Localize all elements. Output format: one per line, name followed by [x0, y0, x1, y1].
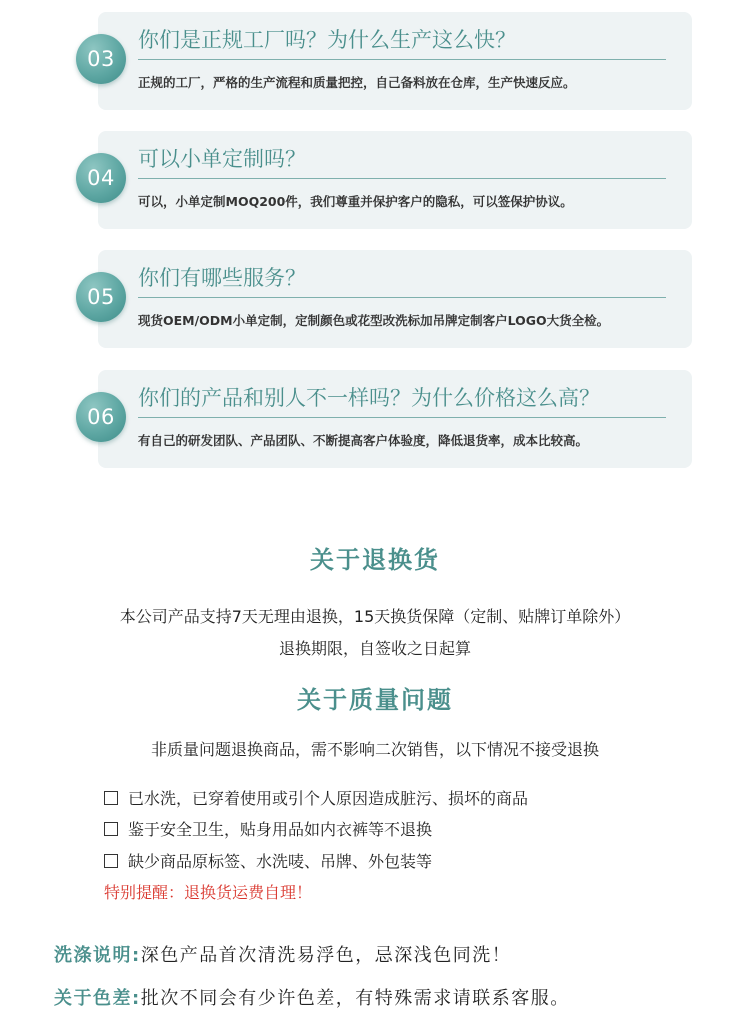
returns-period-line: 退换期限，自签收之日起算 [278, 639, 471, 658]
color-difference-note [54, 984, 570, 1010]
faq-answer: 可以，小单定制MOQ200件，我们尊重并保护客户的隐私，可以签保护协议。 [138, 194, 573, 209]
quality-rule-item: 已水洗，已穿着使用或引个人原因造成脏污、损坏的商品 [104, 786, 528, 809]
faq-question: 可以小单定制吗？ [138, 147, 306, 171]
checkbox-icon [104, 791, 118, 805]
quality-rule-item: 鉴于安全卫生，贴身用品如内衣裤等不退换 [104, 817, 432, 840]
faq-divider [138, 297, 666, 298]
faq-answer: 有自己的研发团队、产品团队、不断提高客户体验度，降低退货率，成本比较高。 [138, 433, 589, 448]
returns-title: 关于退换货 [310, 546, 440, 574]
faq-answer: 正规的工厂，严格的生产流程和质量把控，自己备料放在仓库，生产快速反应。 [138, 75, 576, 90]
faq-question: 你们是正规工厂吗？为什么生产这么快？ [138, 28, 516, 52]
returns-policy-line: 本公司产品支持7天无理由退换，15天换货保障（定制、贴牌订单除外） [119, 607, 631, 626]
wash-text: 深色产品首次清洗易浮色，忌深浅色同洗！ [140, 945, 512, 966]
wash-label: 洗涤说明: [54, 945, 141, 966]
quality-rule-item: 缺少商品原标签、水洗唛、吊牌、外包装等 [104, 849, 432, 872]
faq-number-badge: 03 [76, 34, 126, 84]
faq-number-badge: 06 [76, 392, 126, 442]
faq-question: 你们的产品和别人不一样吗？为什么价格这么高？ [138, 386, 600, 410]
faq-number-badge: 05 [76, 272, 126, 322]
checkbox-icon [104, 854, 118, 868]
special-reminder: 特别提醒：退换货运费自理！ [104, 883, 313, 902]
checkbox-icon [104, 822, 118, 836]
wash-instructions [54, 941, 511, 967]
color-text: 批次不同会有少许色差，有特殊需求请联系客服。 [140, 988, 570, 1009]
color-label: 关于色差: [54, 988, 141, 1009]
faq-divider [138, 417, 666, 418]
faq-answer: 现货OEM/ODM小单定制，定制颜色或花型改洗标加吊牌定制客户LOGO大货全检。 [138, 313, 610, 328]
faq-number-badge: 04 [76, 153, 126, 203]
quality-intro: 非质量问题退换商品，需不影响二次销售，以下情况不接受退换 [150, 740, 599, 759]
quality-title: 关于质量问题 [297, 686, 453, 714]
faq-divider [138, 59, 666, 60]
faq-question: 你们有哪些服务？ [138, 266, 306, 290]
faq-divider [138, 178, 666, 179]
